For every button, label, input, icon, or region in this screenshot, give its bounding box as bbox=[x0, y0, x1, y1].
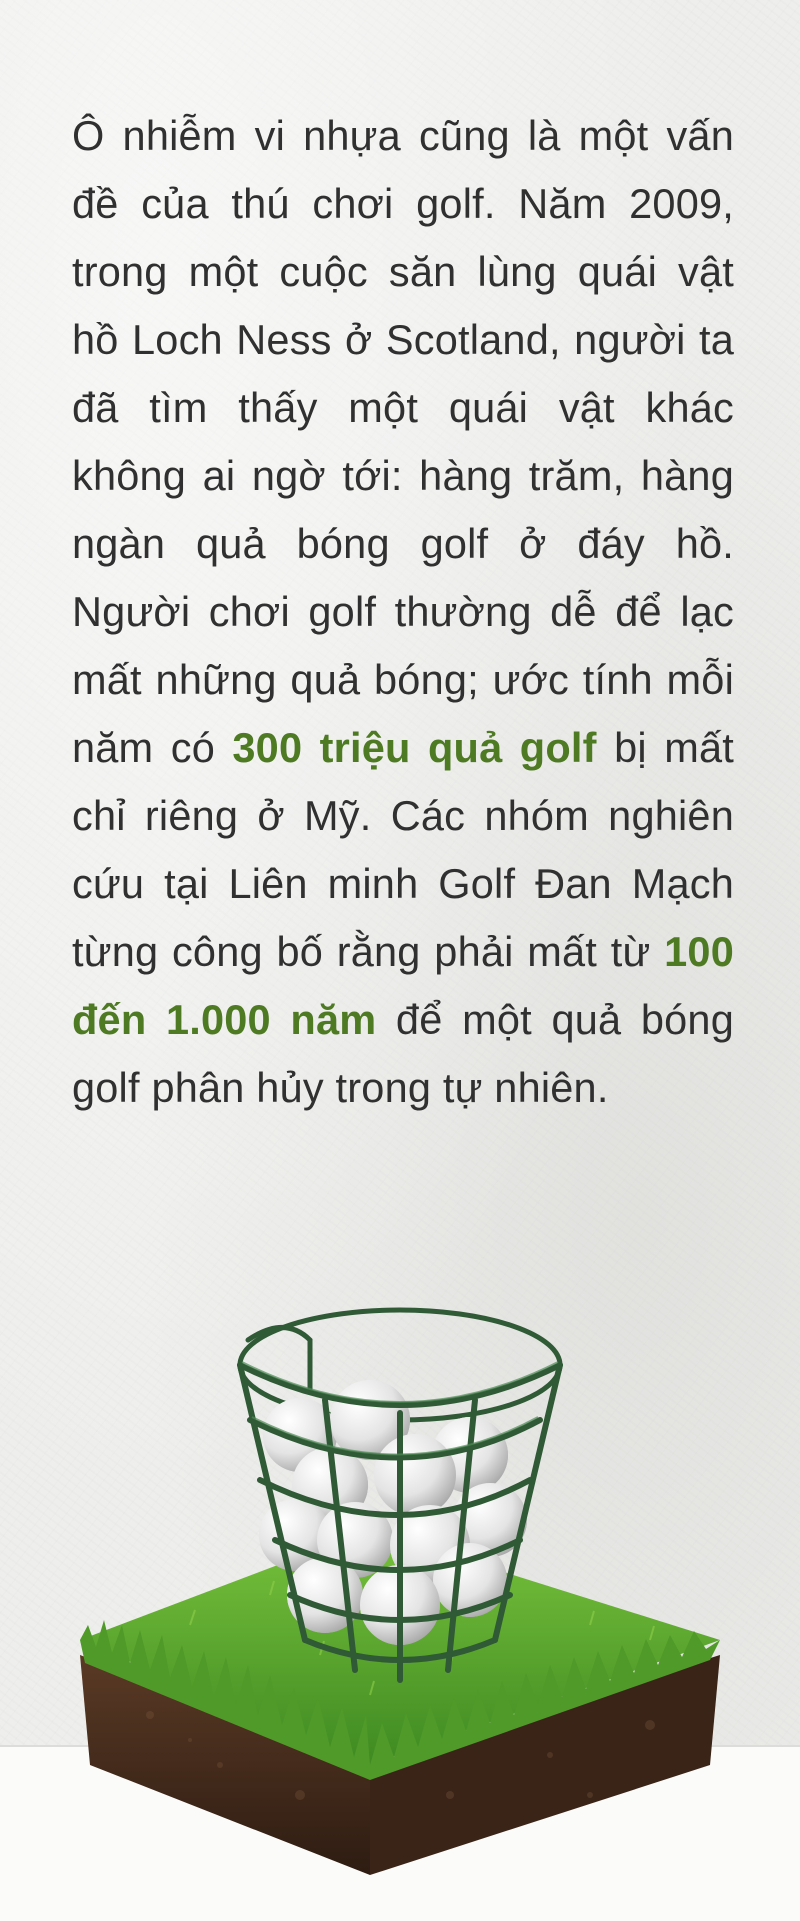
article-text-1: Ô nhiễm vi nhựa cũng là một vấn đề của thú chơi golf. Năm 2009, trong một cuộc săn lùng quái vật hồ Loch Ness ở Scotland, người ta đã tìm thấy một quái vật khác không ai ngờ tới: hàng trăm, hàng ngàn quả bóng golf ở đáy hồ. Người chơi golf thường dễ để lạc mất những quả bóng; ước tính mỗi năm có bbox=[72, 112, 734, 771]
golf-ball-basket-on-grass-icon bbox=[70, 1295, 730, 1885]
article-text-2: bị mất chỉ riêng ở Mỹ. Các nhóm nghiên cứu tại Liên minh Golf Đan Mạch từng công bố rằng phải mất từ bbox=[72, 724, 734, 975]
highlight-100-1000-years: 100 đến 1.000 năm bbox=[72, 928, 734, 1043]
article-text-3: để một quả bóng golf phân hủy trong tự nhiên. bbox=[72, 996, 734, 1111]
highlight-300-million: 300 triệu quả golf bbox=[232, 724, 597, 771]
article-paragraph bbox=[72, 102, 734, 1122]
